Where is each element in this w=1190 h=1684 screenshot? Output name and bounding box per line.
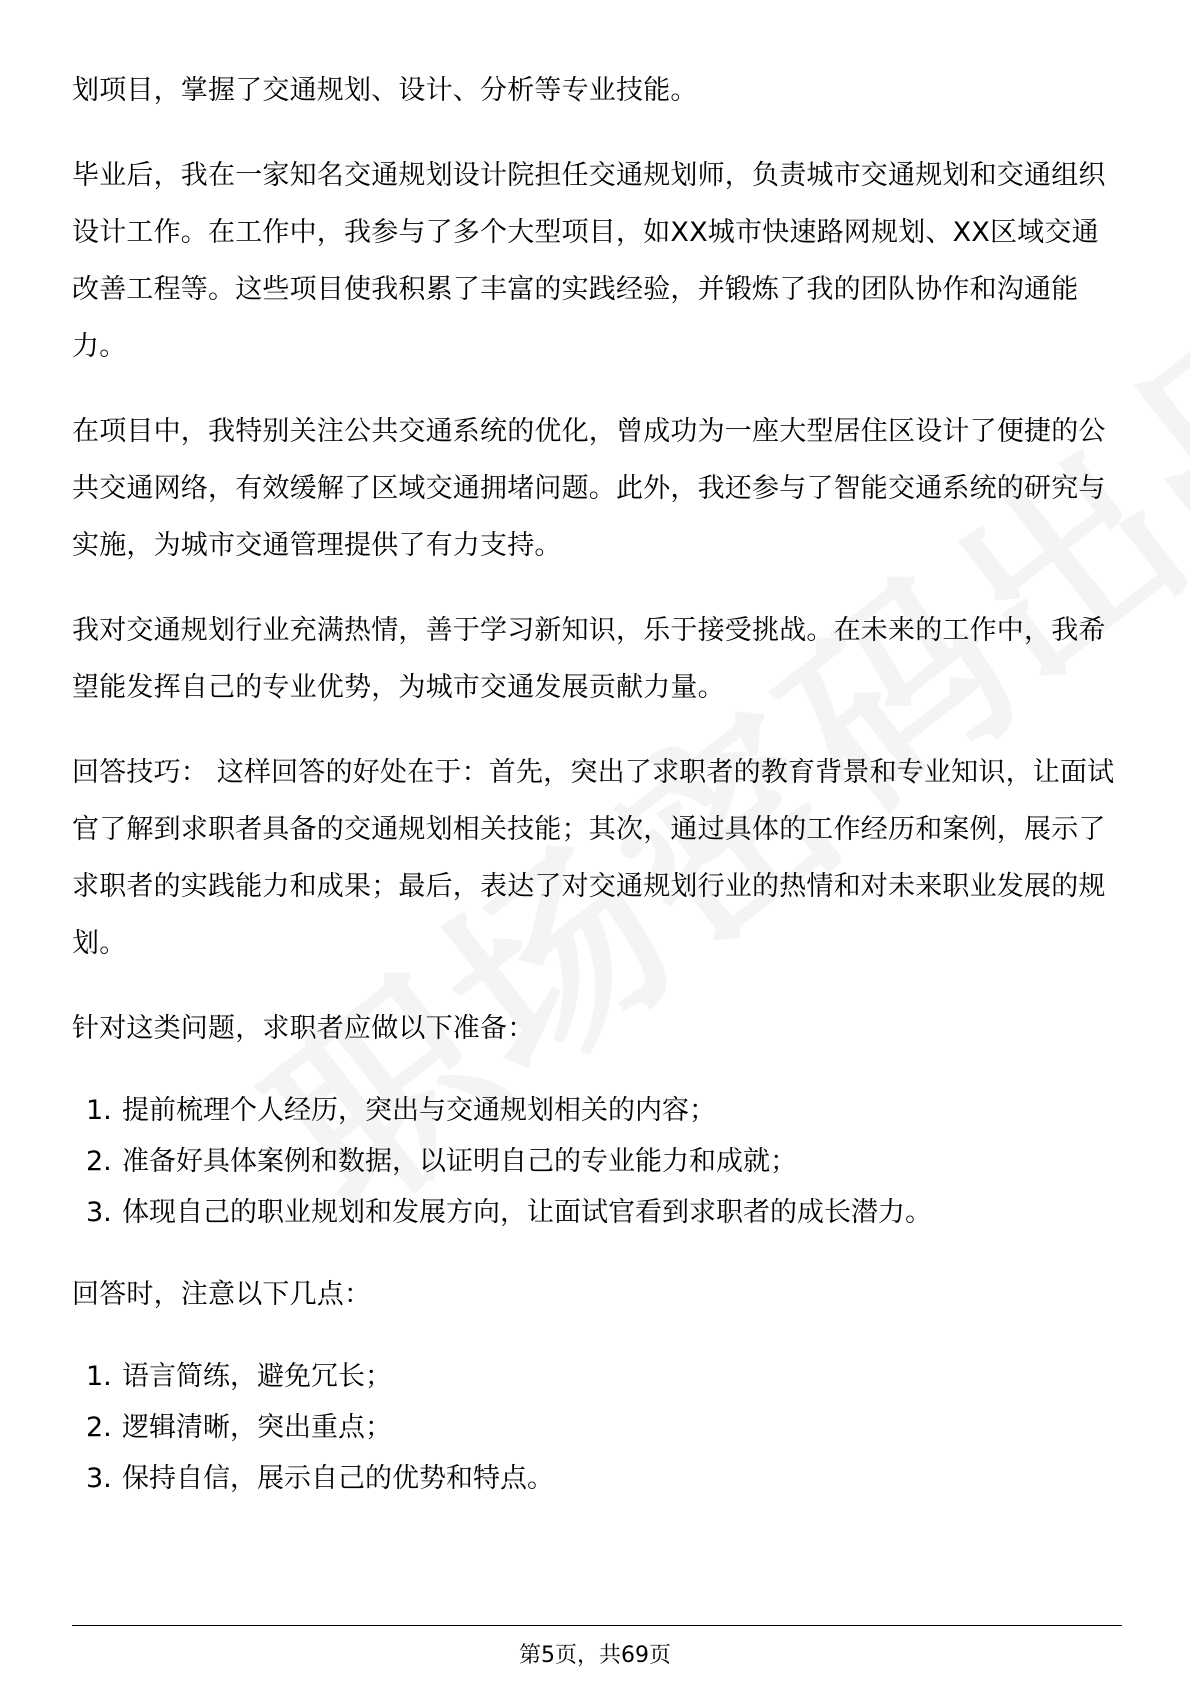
list-item: 3. 保持自信，展示自己的优势和特点。 <box>86 1463 554 1494</box>
answer-tips-paragraph: 回答技巧： 这样回答的好处在于：首先，突出了求职者的教育背景和专业知识，让面试官了解到求职者具备的交通规划相关技能；其次，通过具体的工作经历和案例，展示了求职者的实践能力和成果；最后，表达了对交通规划行业的热情和对未来职业发展的规划。 <box>72 757 1115 959</box>
paragraph-2: 毕业后，我在一家知名交通规划设计院担任交通规划师，负责城市交通规划和交通组织设计工作。在工作中，我参与了多个大型项目，如XX城市快速路网规划、XX区域交通改善工程等。这些项目使我积累了丰富的实践经验，并锻炼了我的团队协作和沟通能力。 <box>72 160 1106 362</box>
list-item: 2. 准备好具体案例和数据，以证明自己的专业能力和成就； <box>86 1146 797 1177</box>
prep-heading: 针对这类问题，求职者应做以下准备： <box>72 1013 535 1044</box>
list-item: 1. 提前梳理个人经历，突出与交通规划相关的内容； <box>86 1095 716 1126</box>
list-item: 2. 逻辑清晰，突出重点； <box>86 1412 392 1443</box>
paragraph-3: 在项目中，我特别关注公共交通系统的优化，曾成功为一座大型居住区设计了便捷的公共交通网络，有效缓解了区域交通拥堵问题。此外，我还参与了智能交通系统的研究与实施，为城市交通管理提供了有力支持。 <box>72 416 1106 561</box>
prep-list <box>72 1085 1122 1238</box>
footer-divider <box>72 1625 1122 1626</box>
paragraph-1: 划项目，掌握了交通规划、设计、分析等专业技能。 <box>72 75 698 106</box>
paragraph-4: 我对交通规划行业充满热情，善于学习新知识，乐于接受挑战。在未来的工作中，我希望能发挥自己的专业优势，为城市交通发展贡献力量。 <box>72 615 1106 703</box>
list-item: 1. 语言简练，避免冗长； <box>86 1361 392 1392</box>
page-content <box>72 62 1122 1532</box>
page-number: 第5页，共69页 <box>519 1643 671 1668</box>
list-item: 3. 体现自己的职业规划和发展方向，让面试官看到求职者的成长潜力。 <box>86 1197 932 1228</box>
notes-list <box>72 1351 1122 1504</box>
notes-heading: 回答时，注意以下几点： <box>72 1279 372 1310</box>
